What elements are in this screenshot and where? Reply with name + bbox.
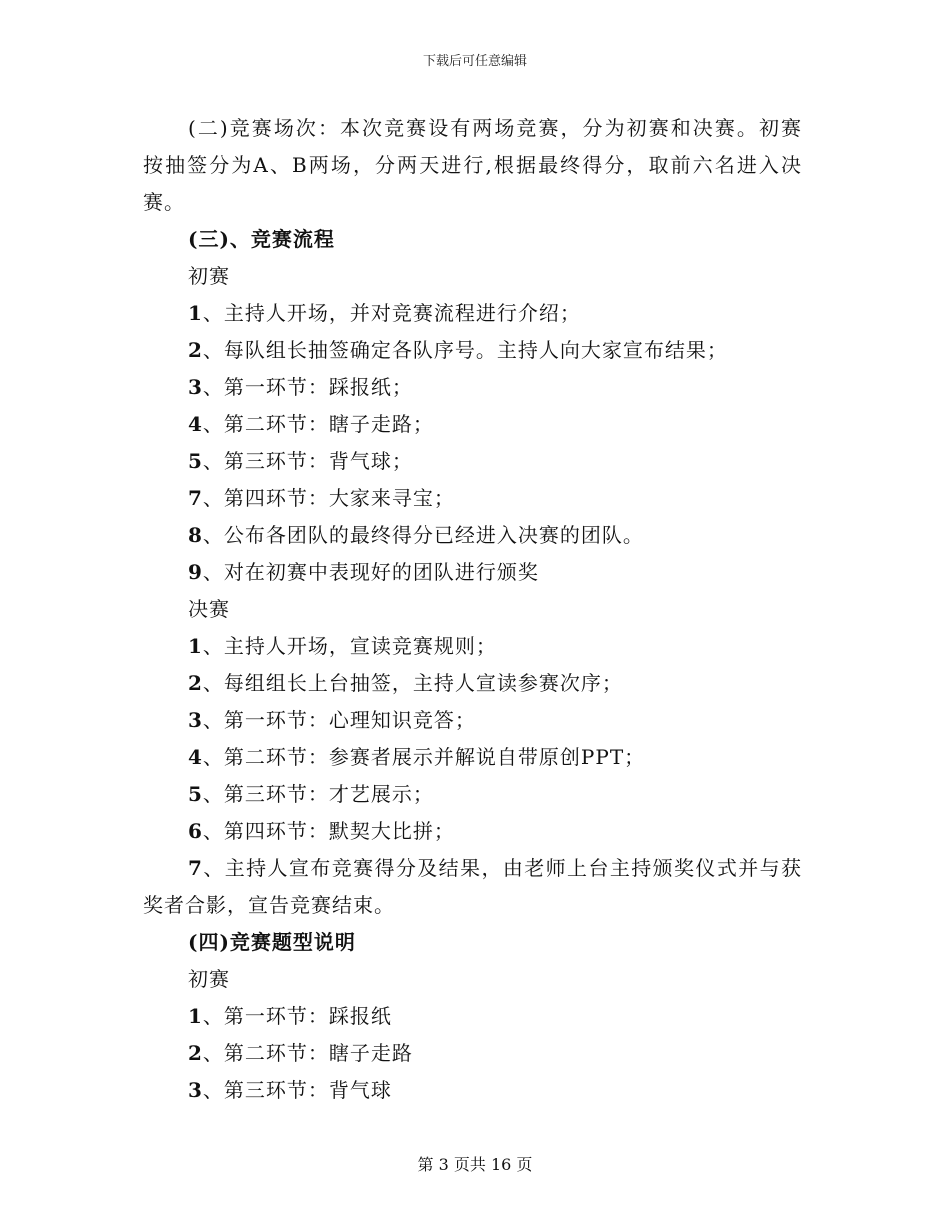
list-item xyxy=(0,1035,950,1072)
item-number: 1 xyxy=(188,301,203,325)
list-item xyxy=(0,702,950,739)
list-item xyxy=(0,554,950,591)
subsection-label: 初赛 xyxy=(188,967,230,991)
list-item xyxy=(0,850,802,887)
item-text: 、主持人开场，宣读竞赛规则； xyxy=(202,634,497,658)
paragraph-line: 按抽签分为A、B两场，分两天进行,根据最终得分，取前六名进入决 xyxy=(143,153,802,177)
item-text: 、第二环节：瞎子走路； xyxy=(202,412,434,436)
item-number: 3 xyxy=(188,375,203,399)
item-text: 、第一环节：踩报纸； xyxy=(202,375,413,399)
list-item xyxy=(0,332,950,369)
item-number: 1 xyxy=(188,634,203,658)
list-item xyxy=(0,369,950,406)
paragraph-line: 赛。 xyxy=(143,190,185,214)
paragraph-line: (二)竞赛场次：本次竞赛设有两场竞赛，分为初赛和决赛。初赛 xyxy=(188,116,802,140)
item-number: 9 xyxy=(188,560,203,584)
item-text: 、主持人开场，并对竞赛流程进行介绍； xyxy=(202,301,581,325)
list-item-continuation: 奖者合影，宣告竞赛结束。 xyxy=(143,893,395,917)
item-text: 、每组组长上台抽签，主持人宣读参赛次序； xyxy=(202,671,623,695)
item-number: 8 xyxy=(188,523,203,547)
list-item xyxy=(0,295,950,332)
section-heading: (四)竞赛题型说明 xyxy=(188,930,356,954)
subsection-label: 初赛 xyxy=(188,264,230,288)
item-text: 、第一环节：踩报纸 xyxy=(202,1004,392,1028)
document-body xyxy=(0,110,950,1109)
item-number: 6 xyxy=(188,819,203,843)
list-item xyxy=(0,1072,950,1109)
item-text: 、主持人宣布竞赛得分及结果，由老师上台主持颁奖仪式并与获 xyxy=(202,856,802,880)
item-text: 、第四环节：大家来寻宝； xyxy=(202,486,455,510)
section-heading: (三)、竞赛流程 xyxy=(188,227,335,251)
list-item xyxy=(0,628,950,665)
list-item xyxy=(0,739,950,776)
list-item xyxy=(0,998,950,1035)
item-text: 、第二环节：参赛者展示并解说自带原创PPT； xyxy=(202,745,646,769)
item-text: 、第三环节：背气球； xyxy=(202,449,413,473)
item-number: 7 xyxy=(188,856,203,880)
item-text: 、第二环节：瞎子走路 xyxy=(202,1041,413,1065)
list-item xyxy=(0,517,950,554)
item-number: 1 xyxy=(188,1004,203,1028)
item-number: 4 xyxy=(188,412,203,436)
item-text: 、对在初赛中表现好的团队进行颁奖 xyxy=(202,560,539,584)
item-text: 、第一环节：心理知识竞答； xyxy=(202,708,476,732)
list-item xyxy=(0,813,950,850)
item-text: 、公布各团队的最终得分已经进入决赛的团队。 xyxy=(202,523,644,547)
item-number: 2 xyxy=(188,338,203,362)
item-number: 2 xyxy=(188,1041,203,1065)
item-number: 5 xyxy=(188,449,203,473)
item-number: 7 xyxy=(188,486,203,510)
item-text: 、第三环节：背气球 xyxy=(202,1078,392,1102)
item-text: 、第三环节：才艺展示； xyxy=(202,782,434,806)
list-item xyxy=(0,406,950,443)
item-text: 、每队组长抽签确定各队序号。主持人向大家宣布结果； xyxy=(202,338,728,362)
list-item xyxy=(0,776,950,813)
item-number: 3 xyxy=(188,1078,203,1102)
list-item xyxy=(0,480,950,517)
list-item xyxy=(0,443,950,480)
list-item xyxy=(0,665,950,702)
page-header: 下载后可任意编辑 xyxy=(422,54,527,69)
item-number: 4 xyxy=(188,745,203,769)
item-number: 5 xyxy=(188,782,203,806)
item-text: 、第四环节：默契大比拼； xyxy=(202,819,455,843)
item-number: 3 xyxy=(188,708,203,732)
subsection-label: 决赛 xyxy=(188,597,230,621)
item-number: 2 xyxy=(188,671,203,695)
page-footer: 第 3 页共 16 页 xyxy=(417,1155,533,1174)
